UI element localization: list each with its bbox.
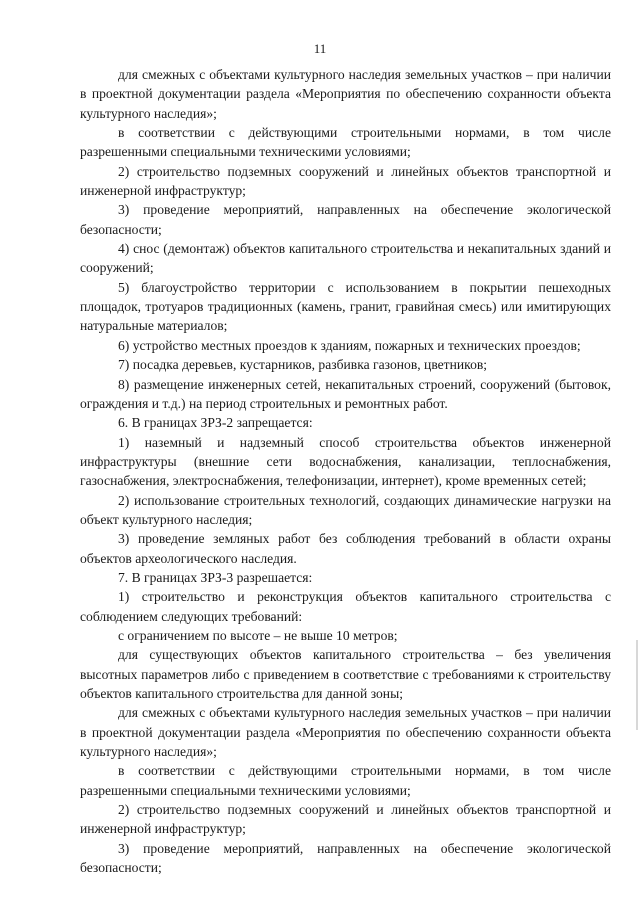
paragraph: 3) проведение земляных работ без соблюдения требований в области охраны объектов археологического наследия. xyxy=(80,531,611,566)
paragraph: в соответствии с действующими строительными нормами, в том числе разрешенными специальными техническими условиями; xyxy=(80,763,611,798)
paragraph: для смежных с объектами культурного наследия земельных участков – при наличии в проектной документации раздела «Мероприятия по обеспечению сохранности объекта культурного наследия»; xyxy=(80,67,611,121)
section-heading: 6. В границах ЗРЗ-2 запрещается: xyxy=(118,415,313,431)
paragraph: 1) строительство и реконструкция объектов капитального строительства с соблюдением следующих требований: xyxy=(80,589,611,624)
paragraph: 7) посадка деревьев, кустарников, разбивка газонов, цветников; xyxy=(118,357,488,373)
paragraph: в соответствии с действующими строительными нормами, в том числе разрешенными специальными техническими условиями; xyxy=(80,125,611,160)
paragraph: 2) строительство подземных сооружений и линейных объектов транспортной и инженерной инфраструктур; xyxy=(80,163,611,199)
paragraph: 3) проведение мероприятий, направленных на обеспечение экологической безопасности; xyxy=(80,840,611,876)
page-number: 11 xyxy=(313,41,327,56)
scan-edge-mark xyxy=(636,640,638,730)
paragraph: 5) благоустройство территории с использованием в покрытии пешеходных площадок, тротуаров традиционных (камень, гранит, гравийная смесь) или имитирующих натуральные материалов; xyxy=(80,279,611,334)
paragraph: для смежных с объектами культурного наследия земельных участков – при наличии в проектной документации раздела «Мероприятия по обеспечению сохранности объекта культурного наследия»; xyxy=(80,705,611,760)
paragraph: для существующих объектов капитального строительства – без увеличения высотных параметров либо с приведением в соответствие с требованиями к строительству объектов капитального строительства для данной зоны; xyxy=(80,647,611,701)
paragraph: 3) проведение мероприятий, направленных на обеспечение экологической безопасности; xyxy=(80,202,611,237)
paragraph: 6) устройство местных проездов к зданиям, пожарных и технических проездов; xyxy=(118,337,581,353)
paragraph: 4) снос (демонтаж) объектов капитального строительства и некапитальных зданий и сооружений; xyxy=(80,241,611,276)
section-heading: 7. В границах ЗРЗ-3 разрешается: xyxy=(118,569,313,585)
paragraph: с ограничением по высоте – не выше 10 метров; xyxy=(118,627,398,643)
document-body xyxy=(80,65,611,877)
paragraph: 2) использование строительных технологий, создающих динамические нагрузки на объект культурного наследия; xyxy=(80,492,611,527)
paragraph: 8) размещение инженерных сетей, некапитальных строений, сооружений (бытовок, ограждения и т.д.) на период строительных и ремонтных работ. xyxy=(80,376,611,411)
paragraph: 1) наземный и надземный способ строительства объектов инженерной инфраструктуры (внешние сети водоснабжения, канализации, теплоснабжения, газоснабжения, электроснабжения, телефонизации, интернет), кроме временных сетей; xyxy=(80,434,611,489)
paragraph: 2) строительство подземных сооружений и линейных объектов транспортной и инженерной инфраструктур; xyxy=(80,802,611,837)
